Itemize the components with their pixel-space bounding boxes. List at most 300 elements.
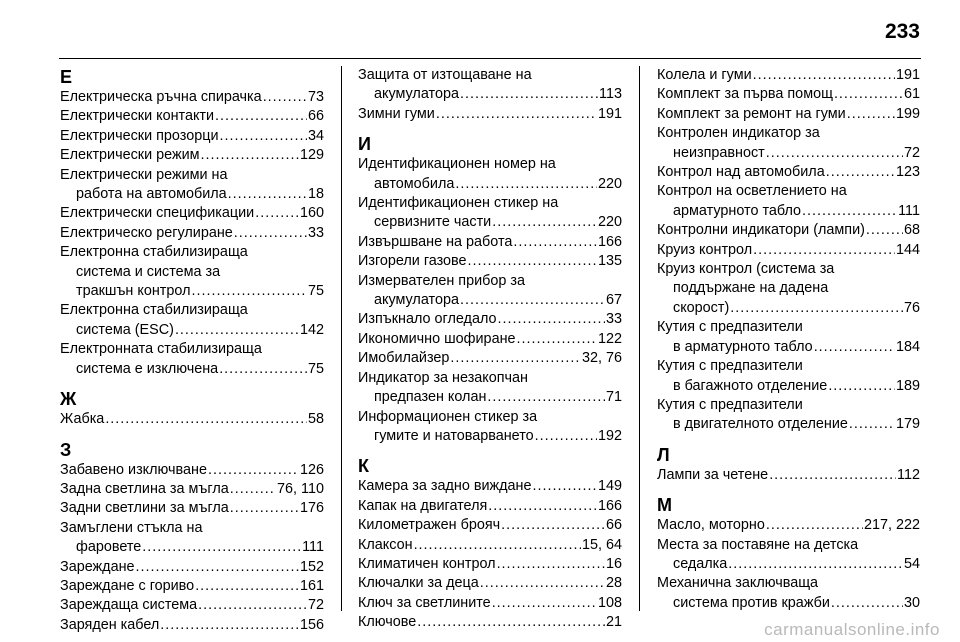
index-page-ref[interactable]: 156 — [299, 616, 324, 633]
dot-leader — [219, 127, 307, 146]
index-entry-text: акумулатора — [374, 292, 459, 309]
index-entry-line — [60, 282, 324, 301]
index-page-ref[interactable]: 108 — [597, 594, 622, 611]
index-entry[interactable] — [358, 155, 622, 194]
index-entry-text: Контрол на осветлението на — [657, 183, 847, 200]
index-entry-line — [60, 499, 324, 518]
index-section — [60, 66, 324, 379]
index-entry-line — [657, 144, 920, 163]
index-entry-text: Комплект за ремонт на гуми — [657, 105, 846, 122]
index-entry-text: Зареждане с гориво — [60, 577, 195, 594]
index-page-ref[interactable]: 34 — [307, 127, 324, 144]
index-entry[interactable] — [358, 516, 622, 535]
index-entry-line — [657, 357, 920, 376]
dot-leader — [488, 497, 597, 516]
index-entry-line — [358, 477, 622, 496]
index-entry-line — [358, 194, 622, 213]
index-entry-text: Капак на двигателя — [358, 497, 488, 514]
index-entry[interactable] — [358, 272, 622, 311]
index-entry-line — [60, 558, 324, 577]
index-entry[interactable] — [60, 224, 324, 243]
dot-leader — [460, 291, 605, 310]
index-page-ref[interactable]: 199 — [895, 105, 920, 122]
index-entry-text: Задна светлина за мъгла — [60, 480, 229, 497]
index-column-3 — [657, 66, 920, 613]
index-entry-line — [657, 377, 920, 396]
index-entry-text: Измервателен прибор за — [358, 272, 525, 289]
index-column-1 — [60, 66, 324, 635]
dot-leader — [230, 480, 276, 499]
index-page-ref[interactable]: 75 — [307, 283, 324, 300]
index-entry[interactable] — [60, 243, 324, 301]
index-page-ref[interactable]: 18 — [307, 186, 324, 203]
index-entry[interactable] — [60, 596, 324, 615]
dot-leader — [501, 516, 605, 535]
dot-leader — [468, 252, 597, 271]
dot-leader — [234, 224, 307, 243]
index-entry[interactable] — [657, 66, 920, 85]
index-page-ref[interactable]: 126 — [299, 461, 324, 478]
index-page-ref[interactable]: 161 — [299, 577, 324, 594]
index-entry-line — [358, 613, 622, 632]
index-entry-line — [657, 241, 920, 260]
index-page-ref[interactable]: 68 — [903, 222, 920, 239]
dot-leader — [728, 555, 903, 574]
index-entry[interactable] — [657, 396, 920, 435]
index-entry-line — [657, 182, 920, 201]
index-page-ref[interactable]: 142 — [299, 321, 324, 338]
index-entry[interactable] — [60, 558, 324, 577]
index-entry-text: Имобилайзер — [358, 350, 450, 367]
index-entry[interactable] — [60, 146, 324, 165]
index-page-ref[interactable]: 30 — [903, 594, 920, 611]
index-page-ref[interactable]: 192 — [597, 427, 622, 444]
dot-leader — [517, 330, 597, 349]
index-entry-text: Зимни гуми — [358, 105, 435, 122]
index-entry-text: Извършване на работа — [358, 233, 513, 250]
index-entry-line — [358, 66, 622, 85]
index-entry-line — [657, 105, 920, 124]
index-entry-text: Електронна стабилизираща — [60, 244, 248, 261]
index-entry[interactable] — [358, 555, 622, 574]
index-entry[interactable] — [358, 497, 622, 516]
dot-leader — [834, 85, 903, 104]
index-entry-line — [358, 408, 622, 427]
dot-leader — [195, 577, 299, 596]
index-entry[interactable] — [657, 221, 920, 240]
index-entry[interactable] — [358, 233, 622, 252]
index-entry[interactable] — [657, 260, 920, 318]
dot-leader — [219, 360, 307, 379]
index-entry-text: система против кражби — [673, 594, 830, 611]
index-entry-line — [358, 310, 622, 329]
column-divider-2 — [639, 66, 640, 611]
index-entry-text: Колела и гуми — [657, 67, 752, 83]
index-entry[interactable] — [657, 318, 920, 357]
index-page-ref[interactable]: 33 — [605, 311, 622, 328]
index-entry-line — [657, 279, 920, 298]
index-entry[interactable] — [358, 613, 622, 632]
index-entry[interactable] — [358, 66, 622, 105]
index-entry[interactable] — [358, 330, 622, 349]
dot-leader — [436, 105, 597, 124]
index-section — [657, 494, 920, 613]
index-entry[interactable] — [657, 85, 920, 104]
index-entry-line — [60, 321, 324, 340]
index-entry-text: Електрически контакти — [60, 108, 215, 125]
section-letter: М — [657, 495, 672, 516]
dot-leader — [160, 616, 299, 635]
index-page-ref[interactable]: 72 — [903, 144, 920, 161]
index-page-ref[interactable]: 123 — [895, 164, 920, 181]
index-page-ref[interactable]: 75 — [307, 360, 324, 377]
index-entry[interactable] — [358, 105, 622, 124]
dot-leader — [480, 574, 605, 593]
index-entry-text: Електрическа ръчна спирачка — [60, 89, 262, 105]
index-page-ref[interactable]: 179 — [895, 416, 920, 433]
index-entry[interactable] — [657, 536, 920, 575]
index-entry[interactable] — [60, 88, 324, 107]
index-entry-text: сервизните части — [374, 214, 492, 231]
index-entry-text: Ключ за светлините — [358, 594, 491, 611]
dot-leader — [866, 221, 903, 240]
index-entry[interactable] — [657, 163, 920, 182]
index-entry-text: Зареждаща система — [60, 597, 198, 614]
index-page-ref[interactable]: 73 — [307, 89, 324, 105]
index-entry-text: Електрическо регулиране — [60, 224, 233, 241]
dot-leader — [263, 88, 307, 107]
index-page-ref[interactable]: 76 — [903, 299, 920, 316]
index-section — [358, 66, 622, 124]
section-letter: К — [358, 456, 369, 477]
index-entry[interactable] — [358, 369, 622, 408]
index-entry[interactable] — [358, 194, 622, 233]
index-entry-line — [657, 299, 920, 318]
index-column-2 — [358, 66, 622, 633]
index-entry-line — [657, 396, 920, 415]
index-entry[interactable] — [657, 105, 920, 124]
index-entry-line — [657, 594, 920, 613]
index-entry-line — [657, 221, 920, 240]
index-page-ref[interactable]: 176 — [299, 500, 324, 517]
index-entry-line — [358, 155, 622, 174]
index-entry[interactable] — [358, 349, 622, 368]
index-entry-text: Електрически прозорци — [60, 127, 219, 144]
index-section — [358, 455, 622, 632]
index-page-ref[interactable]: 28 — [605, 575, 622, 592]
dot-leader — [417, 613, 605, 632]
index-entry-line — [358, 175, 622, 194]
index-entry-line — [358, 85, 622, 104]
index-entry-text: Изпъкнало огледало — [358, 311, 497, 328]
index-section — [60, 439, 324, 636]
index-section — [60, 388, 324, 429]
index-page-ref[interactable]: 72 — [307, 597, 324, 614]
dot-leader — [492, 213, 597, 232]
index-entry[interactable] — [358, 408, 622, 447]
dot-leader — [198, 596, 307, 615]
index-page-ref[interactable]: 111 — [302, 539, 324, 556]
index-entry-line — [60, 360, 324, 379]
index-entry[interactable] — [657, 516, 920, 535]
index-entry[interactable] — [60, 204, 324, 223]
index-page-ref[interactable]: 33 — [307, 224, 324, 241]
index-page-ref[interactable]: 67 — [605, 292, 622, 309]
dot-leader — [215, 107, 307, 126]
index-entry-line — [358, 536, 622, 555]
dot-leader — [513, 233, 597, 252]
index-entry-text: Жабка — [60, 411, 105, 428]
index-entry-line — [358, 291, 622, 310]
index-section — [657, 444, 920, 485]
index-page-ref[interactable]: 152 — [299, 558, 324, 575]
index-entry-line — [358, 272, 622, 291]
index-entry-line — [657, 163, 920, 182]
index-entry-text: Забавено изключване — [60, 461, 207, 478]
index-entry[interactable] — [657, 241, 920, 260]
index-entry-line — [358, 388, 622, 407]
index-page-ref[interactable]: 113 — [599, 86, 622, 103]
dot-leader — [766, 516, 863, 535]
index-page-ref[interactable]: 135 — [597, 253, 622, 270]
dot-leader — [497, 555, 605, 574]
index-page-ref[interactable]: 66 — [605, 517, 622, 534]
dot-leader — [201, 146, 299, 165]
index-entry[interactable] — [60, 166, 324, 205]
index-page-ref[interactable]: 144 — [895, 241, 920, 258]
index-entry-text: тракшън контрол — [76, 283, 191, 300]
index-entry[interactable] — [60, 107, 324, 126]
index-page-ref[interactable]: 21 — [605, 614, 622, 631]
index-entry[interactable] — [657, 124, 920, 163]
dot-leader — [730, 299, 903, 318]
index-entry-text: Климатичен контрол — [358, 555, 496, 572]
section-letter: Е — [60, 67, 73, 87]
index-entry-line — [657, 66, 920, 85]
index-entry[interactable] — [60, 499, 324, 518]
dot-leader — [228, 185, 307, 204]
index-entry-text: Електрически спецификации — [60, 205, 255, 222]
index-page-ref[interactable]: 112 — [897, 466, 920, 483]
index-page-ref[interactable]: 58 — [307, 411, 324, 428]
index-entry-line — [60, 410, 324, 429]
index-entry-text: скорост) — [673, 299, 730, 316]
dot-leader — [535, 427, 597, 446]
index-page-ref[interactable]: 111 — [898, 202, 920, 219]
index-page-ref[interactable]: 76, 110 — [277, 480, 324, 497]
index-page-ref[interactable]: 160 — [299, 205, 324, 222]
dot-leader — [849, 415, 895, 434]
index-entry[interactable] — [60, 410, 324, 429]
index-entry-text: система (ESC) — [76, 321, 174, 338]
index-page-ref[interactable]: 122 — [597, 330, 622, 347]
index-entry[interactable] — [60, 340, 324, 379]
index-entry[interactable] — [358, 594, 622, 613]
index-page-ref[interactable]: 191 — [895, 67, 920, 83]
index-entry-text: Комплект за първа помощ — [657, 86, 833, 103]
index-entry[interactable] — [657, 574, 920, 613]
dot-leader — [175, 321, 299, 340]
index-entry-line — [358, 369, 622, 388]
index-page-ref[interactable]: 166 — [597, 497, 622, 514]
index-entry-text: в багажното отделение — [673, 377, 828, 394]
index-entry-line — [657, 516, 920, 535]
index-entry-text: Круиз контрол (система за — [657, 261, 835, 278]
index-entry-line — [358, 233, 622, 252]
dot-leader — [230, 499, 299, 518]
index-entry-text: Електронна стабилизираща — [60, 302, 248, 319]
index-entry-line — [358, 427, 622, 446]
index-entry[interactable] — [657, 182, 920, 221]
index-entry-line — [60, 519, 324, 538]
index-entry-line — [657, 338, 920, 357]
index-entry-text: предпазен колан — [374, 389, 487, 406]
index-page-ref[interactable]: 16 — [605, 555, 622, 572]
index-entry[interactable] — [657, 357, 920, 396]
index-page-ref[interactable]: 149 — [597, 478, 622, 495]
index-page-ref[interactable]: 166 — [597, 233, 622, 250]
dot-leader — [414, 536, 581, 555]
dot-leader — [455, 175, 597, 194]
index-entry-line — [60, 166, 324, 185]
index-entry-text: работа на автомобила — [76, 186, 227, 203]
index-page-ref[interactable]: 15, 64 — [581, 536, 622, 553]
index-entry[interactable] — [60, 577, 324, 596]
section-letter: И — [358, 134, 371, 155]
index-entry-text: поддържане на дадена — [673, 280, 829, 297]
index-entry[interactable] — [657, 466, 920, 485]
index-entry-line — [358, 252, 622, 271]
index-entry-text: Лампи за четене — [657, 466, 769, 483]
index-entry[interactable] — [60, 480, 324, 499]
dot-leader — [255, 204, 299, 223]
index-entry-text: в арматурното табло — [673, 338, 813, 355]
dot-leader — [191, 282, 307, 301]
index-entry-text: система е изключена — [76, 360, 219, 377]
index-entry[interactable] — [60, 461, 324, 480]
index-entry-line — [657, 318, 920, 337]
index-page-ref[interactable]: 32, 76 — [581, 350, 622, 367]
index-page-ref[interactable]: 217, 222 — [863, 517, 920, 534]
index-entry-text: Електрически режими на — [60, 166, 228, 183]
index-entry-line — [657, 536, 920, 555]
dot-leader — [450, 349, 581, 368]
index-entry-line — [358, 105, 622, 124]
index-entry-line — [358, 555, 622, 574]
index-entry[interactable] — [358, 477, 622, 496]
index-page-ref[interactable]: 191 — [597, 105, 622, 122]
index-entry-text: акумулатора — [374, 86, 459, 103]
index-entry[interactable] — [358, 252, 622, 271]
index-entry-text: Места за поставяне на детска — [657, 536, 859, 553]
index-entry-text: Механична заключваща — [657, 575, 819, 592]
page-number: 233 — [884, 20, 920, 43]
index-entry-text: Идентификационен номер на — [358, 156, 556, 173]
index-entry-text: фаровете — [76, 539, 142, 556]
section-letter: Л — [657, 444, 670, 465]
index-entry-line — [60, 224, 324, 243]
index-entry-line — [657, 555, 920, 574]
index-entry-line — [60, 204, 324, 223]
index-entry-text: Задни светлини за мъгла — [60, 500, 229, 517]
index-entry[interactable] — [60, 301, 324, 340]
index-entry-line — [358, 497, 622, 516]
index-entry-line — [657, 202, 920, 221]
index-page-ref[interactable]: 220 — [597, 175, 622, 192]
index-entry-line — [60, 596, 324, 615]
dot-leader — [814, 338, 895, 357]
index-entry-text: Клаксон — [358, 536, 413, 553]
dot-leader — [847, 105, 895, 124]
index-entry-text: Контролен индикатор за — [657, 125, 820, 142]
dot-leader — [828, 377, 895, 396]
index-entry-text: Круиз контрол — [657, 241, 753, 258]
index-page-ref[interactable]: 71 — [605, 389, 622, 406]
header-rule — [59, 58, 921, 59]
index-entry[interactable] — [60, 519, 324, 558]
watermark: carmanualsonline.info — [764, 620, 940, 639]
index-entry-text: Електронната стабилизираща — [60, 341, 262, 358]
section-letter: З — [60, 439, 72, 460]
dot-leader — [208, 461, 299, 480]
index-entry-line — [60, 301, 324, 320]
index-page-ref[interactable]: 189 — [895, 377, 920, 394]
index-section — [657, 66, 920, 435]
index-entry-line — [358, 330, 622, 349]
index-page-ref[interactable]: 220 — [597, 214, 622, 231]
index-entry-text: Кутия с предпазители — [657, 319, 803, 336]
dot-leader — [753, 66, 895, 85]
index-entry-line — [60, 461, 324, 480]
index-entry[interactable] — [358, 536, 622, 555]
dot-leader — [769, 466, 896, 485]
index-entry-text: седалка — [673, 555, 728, 572]
index-entry-text: арматурното табло — [673, 202, 802, 219]
index-entry[interactable] — [60, 616, 324, 635]
index-entry-line — [358, 349, 622, 368]
index-entry-line — [60, 185, 324, 204]
index-entry-line — [60, 107, 324, 126]
index-entry-text: Индикатор за незакопчан — [358, 369, 528, 386]
index-entry-text: Масло, моторно — [657, 517, 765, 534]
index-entry-text: Заряден кабел — [60, 616, 160, 633]
index-entry-line — [60, 146, 324, 165]
index-entry-line — [657, 466, 920, 485]
index-entry-line — [358, 594, 622, 613]
index-page-ref[interactable]: 66 — [307, 108, 324, 125]
index-entry-line — [60, 340, 324, 359]
index-entry-line — [657, 415, 920, 434]
index-entry-text: Защита от изтощаване на — [358, 67, 532, 83]
dot-leader — [487, 388, 605, 407]
index-entry-line — [60, 127, 324, 146]
index-entry[interactable] — [358, 574, 622, 593]
index-page-ref[interactable]: 184 — [895, 338, 920, 355]
index-page-ref[interactable]: 61 — [903, 86, 920, 103]
index-page-ref[interactable]: 129 — [299, 147, 324, 164]
index-entry-text: автомобила — [374, 175, 455, 192]
index-page-ref[interactable]: 54 — [903, 555, 920, 572]
index-entry[interactable] — [60, 127, 324, 146]
index-entry-line — [60, 577, 324, 596]
index-entry-text: гумите и натоварването — [374, 427, 534, 444]
dot-leader — [492, 594, 597, 613]
index-entry-text: Кутия с предпазители — [657, 396, 803, 413]
index-entry-text: Камера за задно виждане — [358, 478, 532, 495]
index-entry[interactable] — [358, 310, 622, 329]
dot-leader — [460, 85, 598, 104]
index-entry-text: Електрически режим — [60, 147, 200, 164]
